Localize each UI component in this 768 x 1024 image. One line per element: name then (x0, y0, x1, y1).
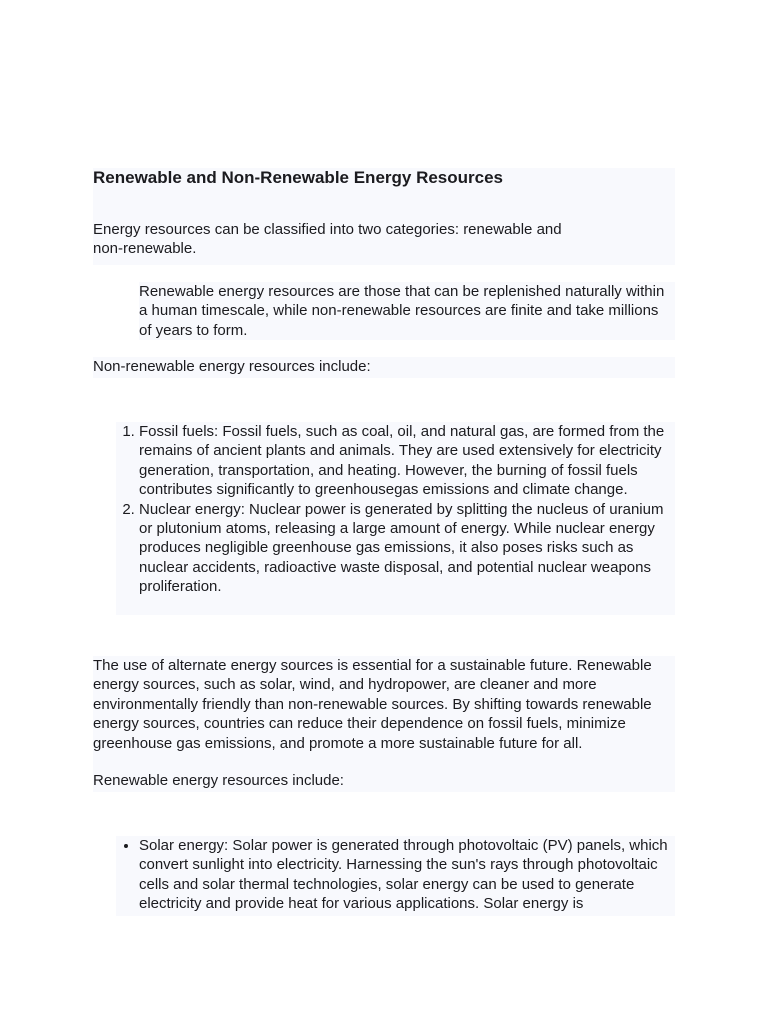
renewable-list (116, 836, 675, 916)
list-item-fossil-fuels: 1. Fossil fuels: Fossil fuels, such as coal, oil, and natural gas, are formed from the remains of ancient plants and animals. They are used extensively for electricity generation, transportation, and heating. However, the burning of fossil fuels contributes significantly to greenhousegas emissions and climate change. (139, 422, 675, 500)
non-renewable-list (116, 422, 675, 615)
intro-paragraph: Energy resources can be classified into two categories: renewable and non-renewable. (93, 221, 562, 258)
alternate-energy-section (93, 656, 675, 792)
non-renewable-label: Non-renewable energy resources include: (93, 358, 371, 375)
title-section (93, 168, 675, 265)
document-title: Renewable and Non-Renewable Energy Resources (93, 168, 504, 187)
non-renewable-heading (93, 357, 675, 378)
renewable-label: Renewable energy resources include: (93, 772, 344, 790)
list-item-solar-energy: • Solar energy: Solar power is generated through photovoltaic (PV) panels, which convert sunlight into electricity. Harnessing the sun's rays through photovoltaic cells and solar thermal technologies, solar energy can be used to generate electricity and provide heat for various applications. Solar energy is (139, 836, 675, 914)
quote-text: Renewable energy resources are those that can be replenished naturally within a human timescale, while non-renewable resources are finite and take millions of years to form. (139, 283, 665, 339)
list-item-nuclear-energy: 2. Nuclear energy: Nuclear power is generated by splitting the nucleus of uranium or plutonium atoms, releasing a large amount of energy. While nuclear energy produces negligible greenhouse gas emissions, it also poses risks such as nuclear accidents, radioactive waste disposal, and potential nuclear weapons proliferation. (139, 500, 675, 597)
definition-quote (139, 282, 675, 340)
alternate-energy-paragraph: The use of alternate energy sources is essential for a sustainable future. Renewable energy sources, such as solar, wind, and hydropower, are cleaner and more environmentally friendly than non-renewable sources. By shifting towards renewable energy sources, countries can reduce their dependence on fossil fuels, minimize greenhouse gas emissions, and promote a more sustainable future for all. (93, 657, 652, 752)
